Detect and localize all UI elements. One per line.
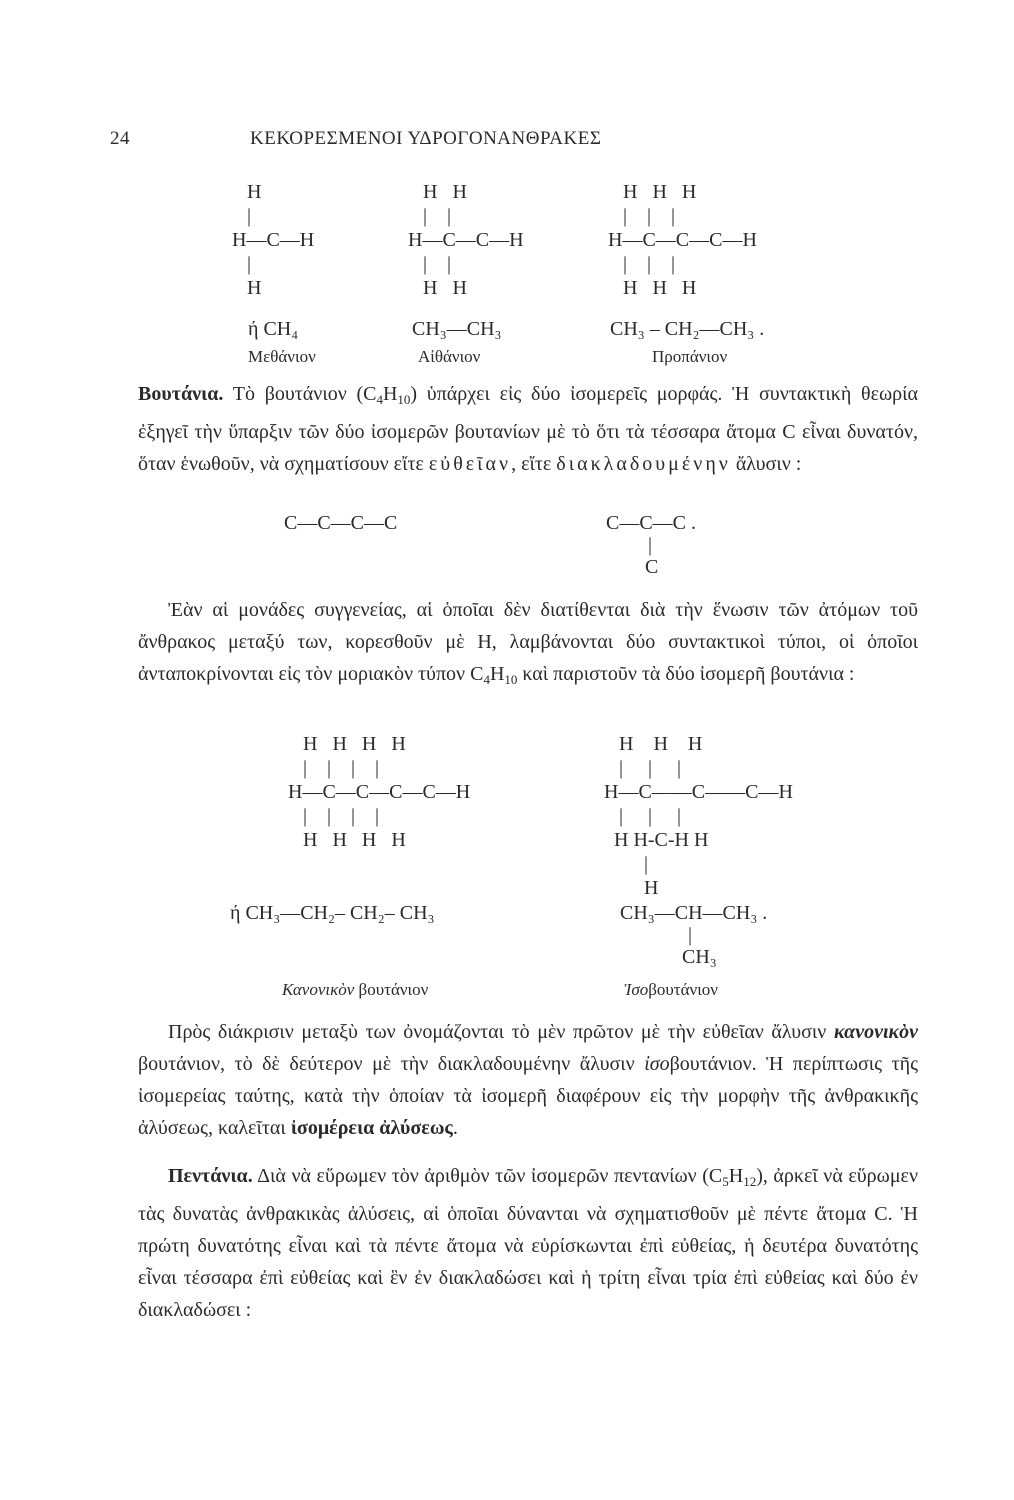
branch-bond: | xyxy=(648,534,653,556)
text-run: Πρὸς διάκρισιν μεταξὺ των ὀνομάζονται τὸ μὲν πρῶτον μὲ τὴν εὐθεῖαν ἄλυσιν xyxy=(168,1021,834,1043)
propane-formula: CH₃ – CH₂—CH₃ . xyxy=(610,318,765,340)
ethane-structure: H H | | H—C—C—H | | H H xyxy=(408,181,524,299)
text-run: Ἐὰν αἱ μονάδες συγγενείας, αἱ ὁποῖαι δὲν διατίθενται διὰ τὴν ἕνωσιν τῶν ἀτόμων τοῦ ἄνθρακος μεταξύ των, κορεσθοῦν μὲ H, λαμβάνονται δύο συντακτικοὶ τύποι, οἱ ὁποῖοι ἀνταποκρίνονται εἰς τὸν μοριακὸν τύπον C xyxy=(138,599,918,685)
subscript: 5 xyxy=(722,1174,729,1189)
n-butane-formula: ή CH₃—CH₂– CH₂– CH₃ xyxy=(230,902,435,924)
text-run: ), ἀρκεῖ νὰ εὕρωμεν τὰς δυνατὰς ἀνθρακικὰς ἀλύσεις, αἱ ὁποῖαι δύνανται νὰ σχηματισθοῦν μὲ πέντε ἄτομα C. Ἡ πρώτη δυνατότης εἶναι καὶ τὰ πέντε ἄτομα νὰ εὑρίσκωνται ἐπὶ εὐθείας, ἡ δευτέρα δυνατότης εἶναι τέσσαρα ἐπὶ εὐθείας καὶ ἓν ἐν διακλαδώσει καὶ ἡ τρίτη εἶναι τρία ἐπὶ εὐθείας καὶ δύο ἐν διακλαδώσει : xyxy=(138,1165,918,1321)
text-run: . xyxy=(452,1117,458,1139)
text-run: ἄλυσιν : xyxy=(730,453,802,475)
isobutane-branch: CH₃ xyxy=(682,946,717,968)
propane-structure: H H H | | | H—C—C—C—H | | | H H H xyxy=(608,181,757,299)
branched-chain: C—C—C . xyxy=(606,512,697,534)
propane-name: Προπάνιον xyxy=(652,347,728,366)
italic-term: Ἰσο xyxy=(624,980,649,999)
italic-term: κανονικὸν xyxy=(833,1021,918,1043)
text-run: βουτάνιον xyxy=(354,980,429,999)
ethane-name: Αἰθάνιον xyxy=(418,347,481,366)
isobutane-name xyxy=(624,980,718,1000)
text-run: H xyxy=(489,663,505,685)
text-run: H xyxy=(728,1165,744,1187)
subscript: 4 xyxy=(483,672,490,687)
isobutane-branch-bond: | xyxy=(688,924,693,946)
text-run: , εἴτε xyxy=(511,453,557,475)
ethane-formula: CH₃—CH₃ xyxy=(412,318,502,340)
n-butane-structure: H H H H | | | | H—C—C—C—C—H | | | | H H H H xyxy=(288,733,471,851)
butanes-heading: Βουτάνια. xyxy=(138,383,224,405)
pentanes-heading: Πεντάνια. xyxy=(168,1165,253,1187)
bold-term: ἰσομέρεια ἀλύσεως xyxy=(290,1117,453,1139)
straight-chain: C—C—C—C xyxy=(284,512,398,534)
text-run: καὶ παριστοῦν τὰ δύο ἰσομερῆ βουτάνια : xyxy=(517,663,855,685)
n-butane-name xyxy=(282,980,428,1000)
italic-term: ἰσο xyxy=(644,1053,670,1075)
isobutane-structure: H H H | | | H—C——C——C—H | | | H H-C-H H | H xyxy=(604,733,793,899)
spaced-term: εὐθεῖαν xyxy=(428,453,512,475)
subscript: 10 xyxy=(397,392,411,407)
valence-paragraph xyxy=(138,594,918,696)
methane-formula: ή CH₄ xyxy=(248,318,299,340)
methane-name: Μεθάνιον xyxy=(248,347,316,366)
subscript: 4 xyxy=(376,392,383,407)
butanes-paragraph xyxy=(138,378,918,480)
pentanes-paragraph xyxy=(138,1160,918,1326)
subscript: 10 xyxy=(504,672,518,687)
text-run: H xyxy=(382,383,398,405)
text-run: ) ὑπάρχει εἰς δύο ἰσομερεῖς μορφάς. Ἡ συντακτικὴ θεωρία ἐξηγεῖ τὴν ὕπαρξιν τῶν δύο ἰσομερῶν βουτανίων μὲ τὸ ὅτι τὰ τέσσαρα ἄτομα C εἶναι δυνατόν, ὅταν ἑνωθοῦν, νὰ σχηματίσουν εἴτε xyxy=(138,383,918,475)
text-run: βουτάνιον. Ἡ περίπτωσις τῆς ἰσομερείας ταύτης, κατὰ τὴν ὁποίαν τὰ ἰσομερῆ διαφέρουν εἰς τὴν μορφὴν τῆς ἀνθρακικῆς ἀλύσεως, καλεῖται xyxy=(138,1053,918,1139)
isobutane-formula: CH₃—CH—CH₃ . xyxy=(620,902,768,924)
text-run: βουτάνιον, τὸ δὲ δεύτερον μὲ τὴν διακλαδουμένην ἄλυσιν xyxy=(138,1053,645,1075)
text-run: Διὰ νὰ εὕρωμεν τὸν ἀριθμὸν τῶν ἰσομερῶν πεντανίων (C xyxy=(252,1165,723,1187)
text-run: βουτάνιον xyxy=(648,980,718,999)
text-run: Τὸ βουτάνιον (C xyxy=(223,383,377,405)
italic-term: Κανονικὸν xyxy=(282,980,355,999)
spaced-term: διακλαδουμένην xyxy=(556,453,731,475)
methane-structure: H | H—C—H | H xyxy=(232,181,315,299)
branched-chain-carbon: C xyxy=(645,556,659,578)
distinction-paragraph xyxy=(138,1016,918,1144)
subscript: 12 xyxy=(743,1174,757,1189)
page-number: 24 xyxy=(110,128,130,149)
running-title: ΚΕΚΟΡΕΣΜΕΝΟΙ ΥΔΡΟΓΟΝΑΝΘΡΑΚΕΣ xyxy=(250,128,602,149)
